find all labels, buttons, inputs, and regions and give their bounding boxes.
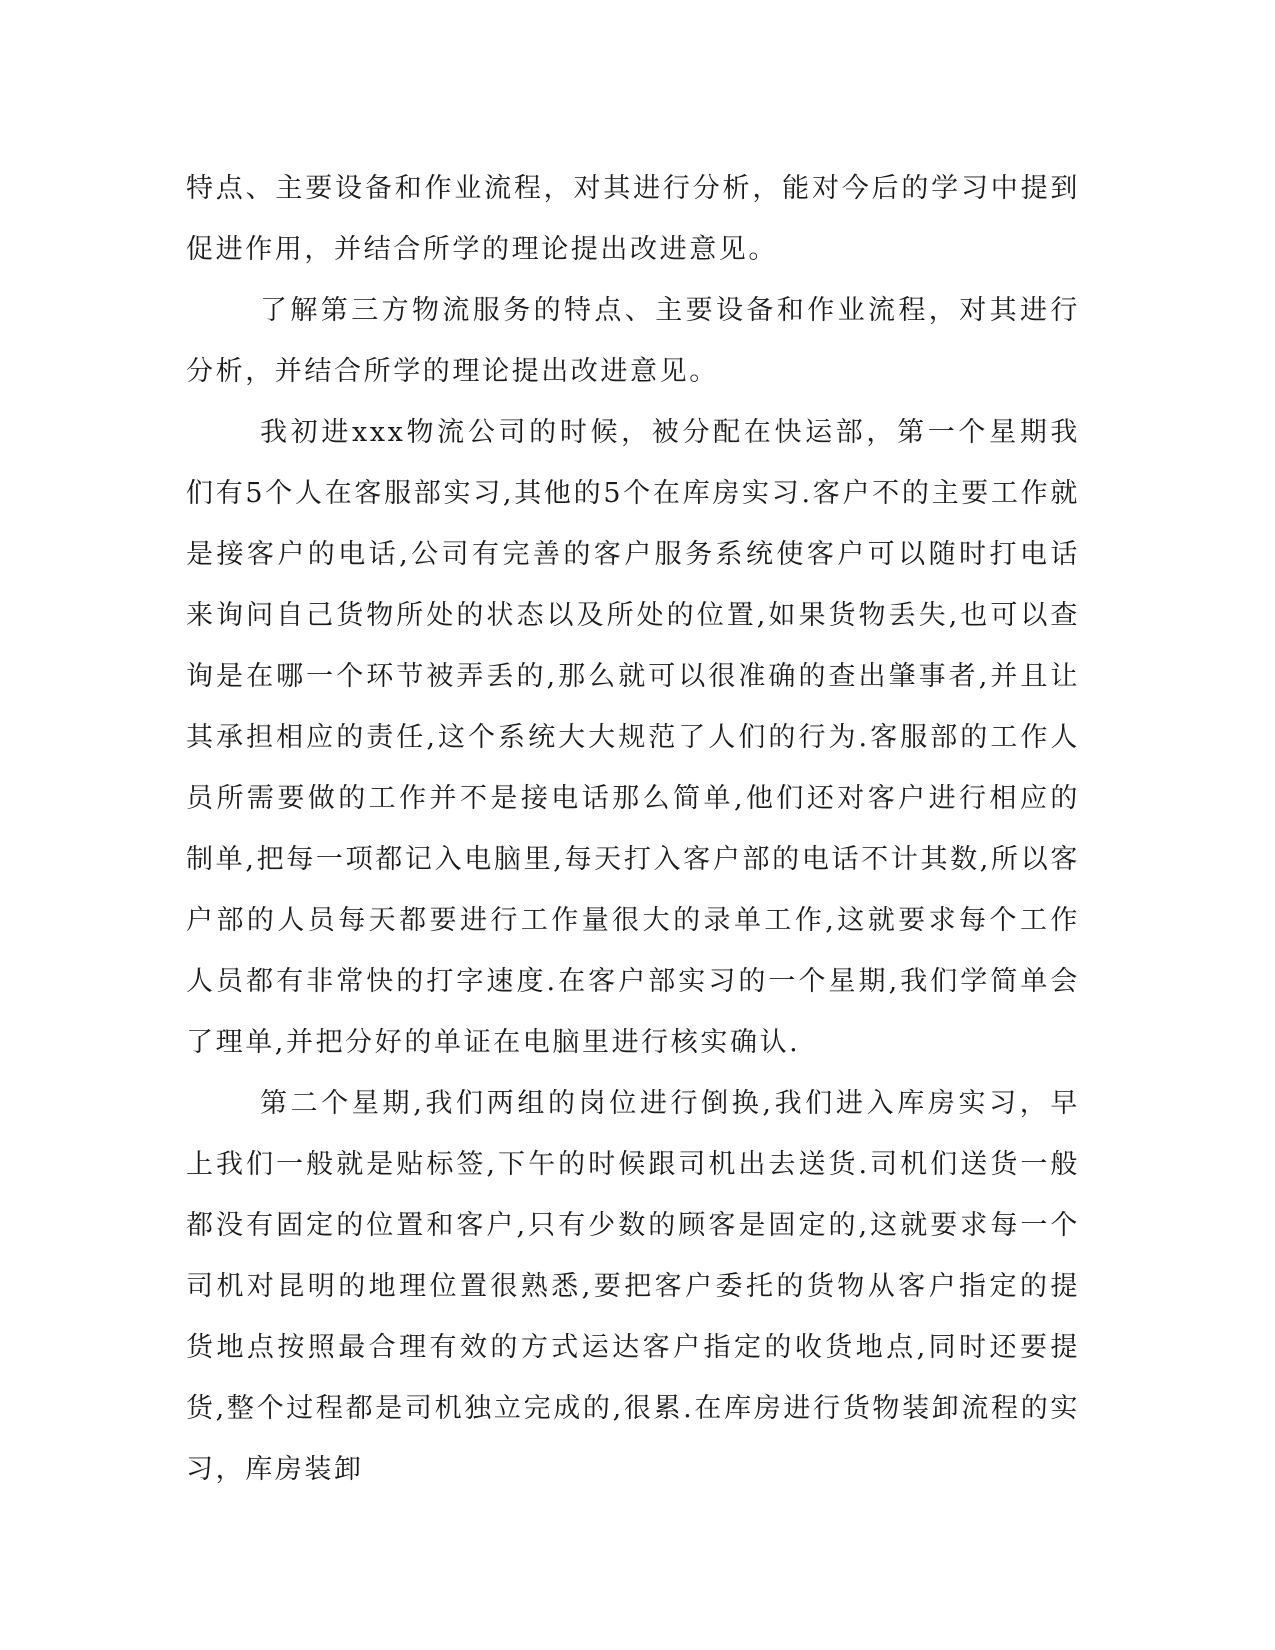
paragraph-1: 特点、主要设备和作业流程，对其进行分析，能对今后的学习中提到促进作用，并结合所学的理论提出改进意见。 [186,173,1080,265]
paragraph-2: 了解第三方物流服务的特点、主要设备和作业流程，对其进行分析，并结合所学的理论提出改进意见。 [186,295,1080,387]
body-text [186,158,1080,1500]
paragraph-3: 我初进xxx物流公司的时候，被分配在快运部，第一个星期我们有5个人在客服部实习,其他的5个在库房实习.客户不的主要工作就是接客户的电话,公司有完善的客户服务系统使客户可以随时打电话来询问自己货物所处的状态以及所处的位置,如果货物丢失,也可以查询是在哪一个环节被弄丢的,那么就可以很准确的查出肇事者,并且让其承担相应的责任,这个系统大大规范了人们的行为.客服部的工作人员所需要做的工作并不是接电话那么简单,他们还对客户进行相应的制单,把每一项都记入电脑里,每天打入客户部的电话不计其数,所以客户部的人员每天都要进行工作量很大的录单工作,这就要求每个工作人员都有非常快的打字速度.在客户部实习的一个星期,我们学简单会了理单,并把分好的单证在电脑里进行核实确认. [186,417,1080,1058]
paragraph-4: 第二个星期,我们两组的岗位进行倒换,我们进入库房实习，早上我们一般就是贴标签,下午的时候跟司机出去送货.司机们送货一般都没有固定的位置和客户,只有少数的顾客是固定的,这就要求每一个司机对昆明的地理位置很熟悉,要把客户委托的货物从客户指定的提货地点按照最合理有效的方式运达客户指定的收货地点,同时还要提货,整个过程都是司机独立完成的,很累.在库房进行货物装卸流程的实习，库房装卸 [186,1088,1080,1485]
